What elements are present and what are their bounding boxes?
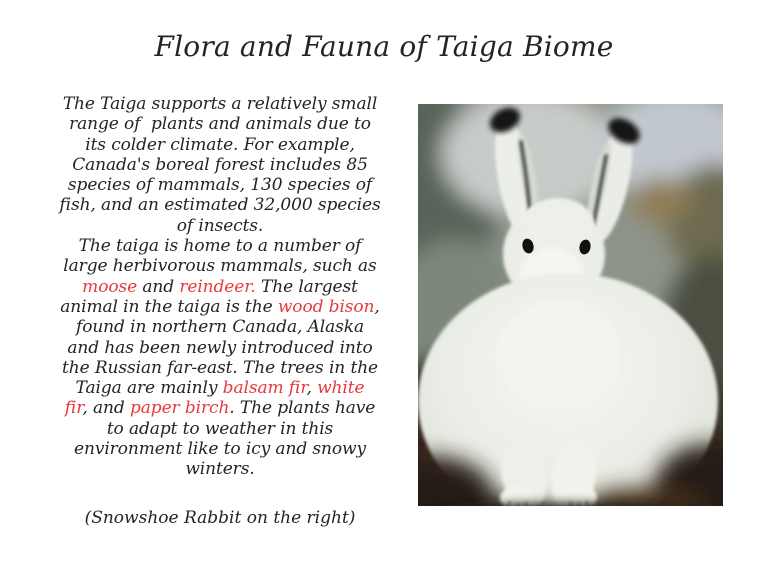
body-text-line (28, 317, 412, 337)
body-text-line (28, 155, 412, 175)
body-text-run: fish, and an estimated 32,000 species (59, 195, 381, 216)
body-text-run: to adapt to weather in this (106, 418, 334, 439)
highlighted-term: moose (82, 276, 138, 297)
body-text-run: Canada's boreal forest includes 85 (72, 154, 368, 175)
body-text-run: animal in the taiga is the (60, 296, 278, 317)
body-text-line (28, 398, 412, 418)
body-text-line (28, 419, 412, 439)
highlighted-term: balsam fir (222, 378, 307, 399)
body-text-run: , and (82, 398, 130, 419)
body-text-run: , (306, 378, 318, 399)
photo-caption: (Snowshoe Rabbit on the right) (84, 508, 356, 528)
highlighted-term: wood bison (277, 296, 375, 317)
body-text-line (28, 175, 412, 195)
body-text-run: winters. (185, 459, 255, 480)
highlighted-term: reindeer. (179, 276, 256, 297)
body-text-line (28, 135, 412, 155)
body-text-run: . The plants have (229, 398, 376, 419)
rabbit-illustration (418, 104, 723, 506)
highlighted-term: paper birch (129, 398, 230, 419)
body-text-run: of insects. (176, 215, 264, 236)
body-text-line (28, 378, 412, 398)
body-text-run: range of plants and animals due to (69, 114, 371, 135)
body-text-line (28, 195, 412, 215)
body-text-run: its colder climate. For example, (85, 134, 355, 155)
highlighted-term: white (317, 378, 365, 399)
body-text-line (28, 338, 412, 358)
snowshoe-rabbit-photo (418, 104, 723, 506)
body-text-line (28, 297, 412, 317)
body-text-run: Taiga are mainly (75, 378, 223, 399)
body-text-run: the Russian far-east. The trees in the (61, 357, 378, 378)
body-text-line (28, 459, 412, 479)
body-text-line (28, 216, 412, 236)
slide-title: Flora and Fauna of Taiga Biome (154, 30, 614, 63)
body-text-line (28, 277, 412, 297)
body-text-line (28, 439, 412, 459)
body-text-run: environment like to icy and snowy (74, 439, 366, 460)
body-text-line (28, 236, 412, 256)
body-text-line (28, 256, 412, 276)
highlighted-term: fir (64, 398, 83, 419)
body-text-run: species of mammals, 130 species of (67, 175, 373, 196)
body-text-run: , (374, 296, 380, 317)
body-text-run: The taiga is home to a number of (78, 236, 362, 257)
body-text-run: The largest (255, 276, 358, 297)
body-text-line (28, 114, 412, 134)
body-text-run: found in northern Canada, Alaska (76, 317, 364, 338)
body-text-run: The Taiga supports a relatively small (62, 94, 378, 114)
body-text-run: and (137, 276, 180, 297)
body-text-line (28, 358, 412, 378)
body-text (28, 94, 412, 480)
body-text-line (28, 94, 412, 114)
body-text-run: large herbivorous mammals, such as (63, 256, 377, 277)
body-text-run: and has been newly introduced into (67, 337, 373, 358)
